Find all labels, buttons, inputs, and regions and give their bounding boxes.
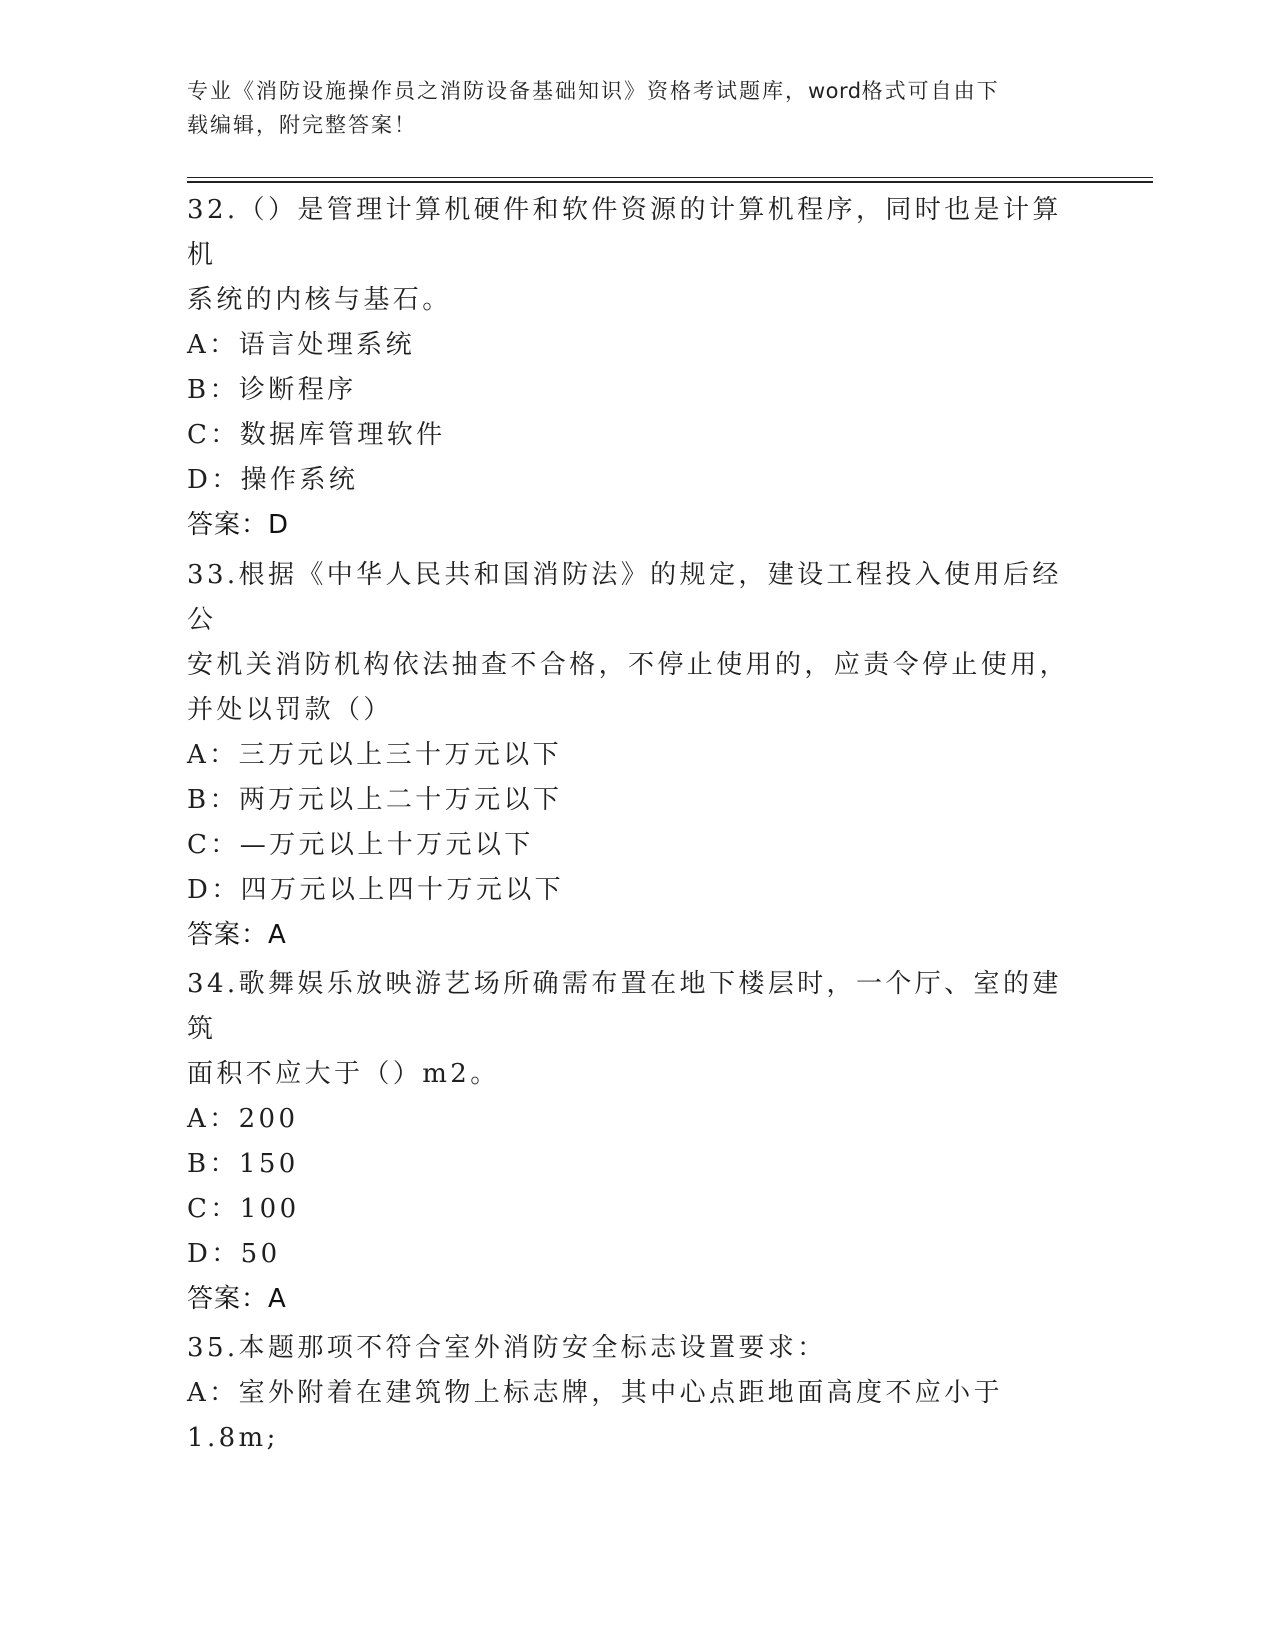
option-d: D：50 — [187, 1239, 281, 1269]
question-stem-line: 系统的内核与基石。 — [187, 285, 452, 315]
option-a: A：三万元以上三十万元以下 — [187, 740, 562, 770]
question-stem-line: 35.本题那项不符合室外消防安全标志设置要求： — [187, 1333, 827, 1363]
answer-line: 答案：A — [187, 1284, 287, 1314]
header-line-2: 载编辑，附完整答案！ — [187, 113, 417, 137]
option-d: D：四万元以上四十万元以下 — [187, 875, 565, 905]
answer-line: 答案：D — [187, 510, 290, 540]
header-line-1 — [187, 74, 1067, 108]
option-b: B：150 — [187, 1149, 299, 1179]
question-32 — [187, 188, 1087, 548]
option-a: A：200 — [187, 1104, 299, 1134]
option-c: C：数据库管理软件 — [187, 420, 446, 450]
question-stem-line: 33.根据《中华人民共和国消防法》的规定，建设工程投入使用后经公 — [187, 560, 1062, 635]
question-stem-line: 并处以罚款（） — [187, 695, 393, 725]
question-34 — [187, 962, 1087, 1322]
question-stem-line: 面积不应大于（）m2。 — [187, 1059, 500, 1089]
header-line-1-suffix: 格式可自由下 — [861, 79, 1000, 103]
option-a: A：室外附着在建筑物上标志牌，其中心点距地面高度不应小于 1.8m; — [187, 1378, 1003, 1453]
question-35 — [187, 1326, 1087, 1461]
option-c: C：—万元以上十万元以下 — [187, 830, 534, 860]
option-b: B：两万元以上二十万元以下 — [187, 785, 563, 815]
question-stem-line: 34.歌舞娱乐放映游艺场所确需布置在地下楼层时，一个厅、室的建筑 — [187, 969, 1062, 1044]
header-line-1-prefix: 专业《消防设施操作员之消防设备基础知识》资格考试题库， — [187, 79, 808, 103]
question-33 — [187, 553, 1087, 958]
option-c: C：100 — [187, 1194, 300, 1224]
answer-line: 答案：A — [187, 920, 287, 950]
header-divider-thin — [187, 177, 1153, 178]
document-header — [187, 74, 1067, 142]
header-divider-thick — [187, 181, 1153, 183]
option-a: A：语言处理系统 — [187, 330, 415, 360]
option-b: B：诊断程序 — [187, 375, 357, 405]
header-word-label: word — [808, 79, 862, 103]
option-d: D：操作系统 — [187, 465, 359, 495]
question-stem-line: 32.（）是管理计算机硬件和软件资源的计算机程序，同时也是计算机 — [187, 195, 1062, 270]
question-stem-line: 安机关消防机构依法抽查不合格，不停止使用的，应责令停止使用， — [187, 650, 1070, 680]
